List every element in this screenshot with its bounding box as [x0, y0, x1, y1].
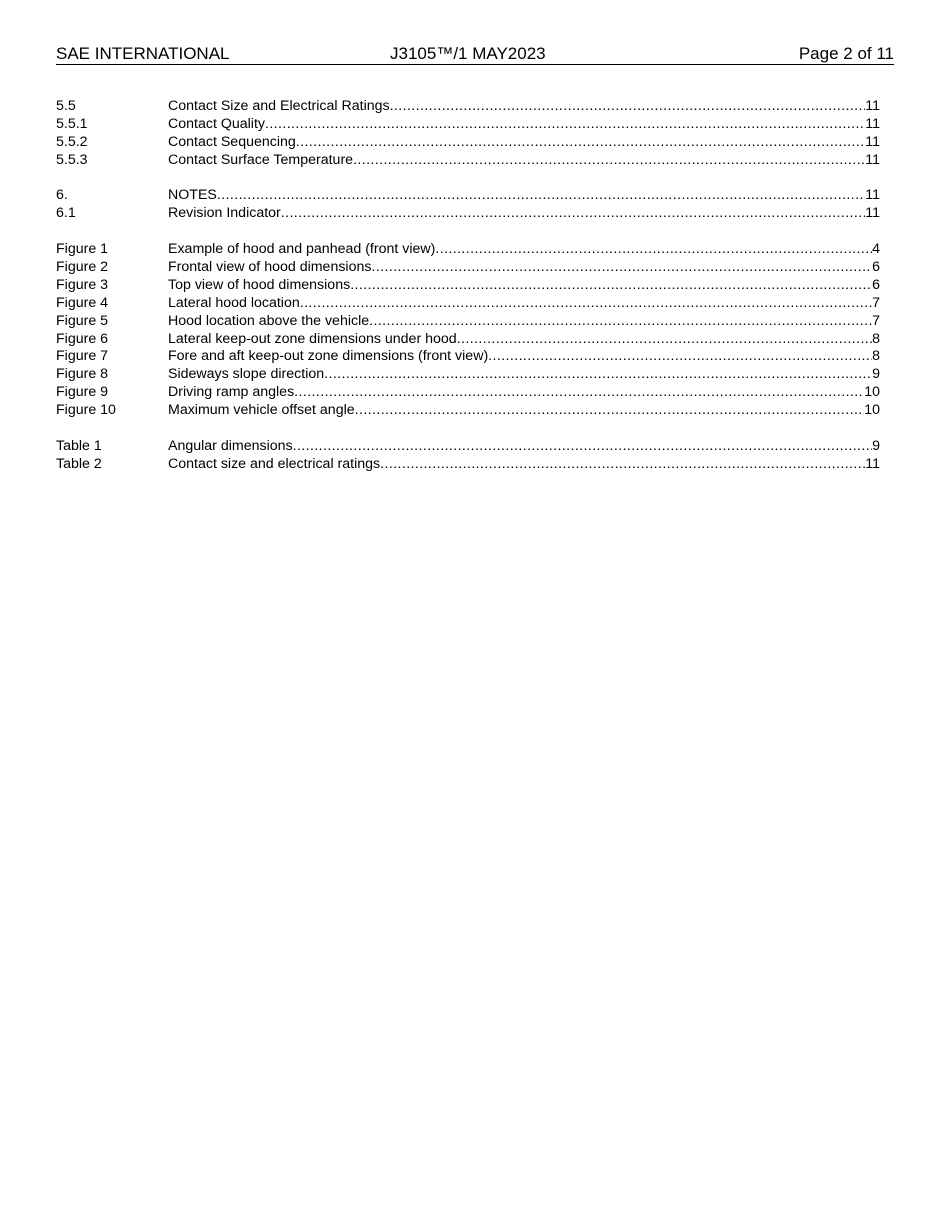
toc-entry[interactable] — [56, 241, 880, 259]
toc-entry-title: Contact size and electrical ratings — [168, 455, 381, 472]
toc-entry-body — [168, 187, 880, 205]
toc-entry-body — [168, 438, 880, 456]
toc-entry-page: 7 — [872, 294, 880, 311]
toc-entry-number: Figure 3 — [56, 276, 109, 293]
toc-entry-number: 5.5.3 — [56, 151, 88, 168]
toc-entry-body — [168, 134, 880, 152]
toc-entry-body — [168, 402, 880, 420]
toc-dot-leader — [324, 366, 872, 384]
toc-entry-body — [168, 259, 880, 277]
toc-entry[interactable] — [56, 438, 880, 456]
toc-entry[interactable] — [56, 152, 880, 170]
toc-entry-page: 9 — [872, 366, 880, 383]
toc-entry-title: Lateral hood location — [168, 294, 300, 311]
toc-entry-body — [168, 205, 880, 223]
toc-dot-leader — [457, 331, 872, 349]
toc-entry[interactable] — [56, 116, 880, 134]
toc-dot-leader — [300, 295, 872, 313]
toc-entry[interactable] — [56, 313, 880, 331]
toc-entry-title: Contact Quality — [168, 115, 265, 132]
toc-entry-title: Fore and aft keep-out zone dimensions (front view) — [168, 348, 489, 365]
toc-entry[interactable] — [56, 295, 880, 313]
toc-entry-number: 6. — [56, 187, 68, 204]
toc-entry-title: NOTES — [168, 187, 217, 204]
toc-dot-leader — [296, 134, 865, 152]
toc-dot-leader — [350, 277, 872, 295]
toc-entry[interactable] — [56, 205, 880, 223]
toc-entry-title: Contact Size and Electrical Ratings — [168, 98, 390, 114]
toc-dot-leader — [371, 259, 872, 277]
toc-entry-page: 11 — [865, 115, 880, 132]
toc-entry-number: 5.5.2 — [56, 133, 88, 150]
toc-dot-leader — [488, 348, 872, 366]
toc-entry-body — [168, 116, 880, 134]
toc-entry-title: Lateral keep-out zone dimensions under hood — [168, 330, 457, 347]
toc-entry-number: Figure 2 — [56, 259, 109, 276]
toc-entry-title: Contact Surface Temperature — [168, 151, 354, 168]
toc-entry-body — [168, 366, 880, 384]
toc-entry[interactable] — [56, 366, 880, 384]
toc-entry-page: 8 — [872, 348, 880, 365]
toc-entry[interactable] — [56, 384, 880, 402]
page-header — [56, 44, 894, 65]
toc-dot-leader — [353, 152, 865, 170]
toc-entry[interactable] — [56, 456, 880, 474]
toc-entry-page: 8 — [872, 330, 880, 347]
toc-entry-body — [168, 348, 880, 366]
toc-dot-leader — [380, 456, 865, 474]
toc-entry-title: Maximum vehicle offset angle — [168, 402, 355, 419]
toc-entry-page: 11 — [865, 187, 880, 204]
toc-entry[interactable] — [56, 402, 880, 420]
toc-entry[interactable] — [56, 348, 880, 366]
toc-entry-page: 9 — [872, 437, 880, 454]
toc-entry-number: Table 2 — [56, 455, 102, 472]
toc-entry[interactable] — [56, 98, 880, 116]
toc-entry-number: Figure 1 — [56, 241, 109, 258]
toc-entry-title: Contact Sequencing — [168, 133, 296, 150]
toc-group — [56, 98, 880, 170]
toc-entry-body — [168, 241, 880, 259]
toc-entry-title: Top view of hood dimensions — [168, 276, 351, 293]
header-document-id: J3105™/1 MAY2023 — [390, 44, 546, 63]
toc-entry-number: Figure 9 — [56, 384, 109, 401]
toc-entry-body — [168, 331, 880, 349]
header-page-number: Page 2 of 11 — [798, 44, 894, 63]
toc-entry-number: Figure 4 — [56, 294, 109, 311]
toc-entry-body — [168, 98, 880, 116]
toc-entry-number: Table 1 — [56, 437, 102, 454]
toc-entry[interactable] — [56, 331, 880, 349]
toc-entry-number: Figure 5 — [56, 312, 109, 329]
toc-entry-page: 4 — [872, 241, 880, 258]
toc-entry[interactable] — [56, 259, 880, 277]
toc-entry-page: 11 — [865, 133, 880, 150]
toc-entry-number: 5.5 — [56, 98, 76, 114]
toc-entry-body — [168, 277, 880, 295]
toc-entry-body — [168, 313, 880, 331]
toc-dot-leader — [293, 438, 873, 456]
toc-dot-leader — [265, 116, 865, 134]
toc-entry-body — [168, 384, 880, 402]
toc-group — [56, 438, 880, 474]
toc-entry-page: 6 — [872, 276, 880, 293]
toc-entry-title: Sideways slope direction — [168, 366, 325, 383]
toc-entry-page: 11 — [865, 205, 880, 222]
toc-entry[interactable] — [56, 134, 880, 152]
toc-entry[interactable] — [56, 187, 880, 205]
toc-entry-title: Driving ramp angles — [168, 384, 295, 401]
toc-entry-page: 11 — [865, 98, 880, 114]
toc-entry-body — [168, 456, 880, 474]
toc-group — [56, 187, 880, 223]
toc-dot-leader — [294, 384, 864, 402]
toc-entry-title: Example of hood and panhead (front view) — [168, 241, 436, 258]
toc-dot-leader — [355, 402, 865, 420]
toc-entry-number: Figure 7 — [56, 348, 109, 365]
toc-entry-number: Figure 8 — [56, 366, 109, 383]
toc-entry-title: Angular dimensions — [168, 437, 293, 454]
toc-entry-title: Revision Indicator — [168, 205, 281, 222]
toc-dot-leader — [390, 98, 866, 116]
toc-entry-page: 11 — [865, 455, 880, 472]
toc-entry[interactable] — [56, 277, 880, 295]
header-organization: SAE INTERNATIONAL — [56, 44, 230, 63]
toc-dot-leader — [435, 241, 872, 259]
toc-entry-number: Figure 6 — [56, 330, 109, 347]
toc-entry-page: 11 — [865, 151, 880, 168]
table-of-contents — [56, 98, 880, 492]
toc-dot-leader — [369, 313, 872, 331]
toc-entry-page: 10 — [864, 402, 880, 419]
toc-dot-leader — [281, 205, 865, 223]
toc-entry-number: 6.1 — [56, 205, 76, 222]
toc-entry-page: 6 — [872, 259, 880, 276]
toc-dot-leader — [217, 187, 865, 205]
toc-entry-title: Hood location above the vehicle — [168, 312, 370, 329]
toc-entry-page: 10 — [864, 384, 880, 401]
toc-entry-body — [168, 152, 880, 170]
toc-entry-page: 7 — [872, 312, 880, 329]
toc-entry-number: Figure 10 — [56, 402, 116, 419]
toc-entry-title: Frontal view of hood dimensions — [168, 259, 372, 276]
toc-entry-number: 5.5.1 — [56, 115, 88, 132]
toc-entry-body — [168, 295, 880, 313]
toc-group — [56, 241, 880, 420]
